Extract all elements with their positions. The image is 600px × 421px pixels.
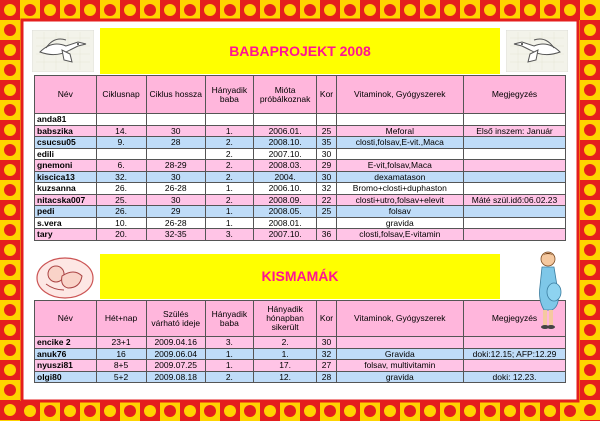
table-cell: 16 [96,348,146,360]
table-cell: 27 [317,360,336,372]
table-cell: 2009.06.04 [146,348,205,360]
header-nev: Név [35,301,97,337]
border-dot [584,244,596,256]
table-cell: 17. [253,360,317,372]
border-dot [364,405,376,417]
table-cell: 3. [205,229,253,241]
cell-name: gnemoni [35,160,97,172]
border-dot [344,4,356,16]
cell-name: nitacska007 [35,194,97,206]
table-cell: 26-28 [146,183,205,195]
border-dot [584,164,596,176]
table-cell: 2. [253,337,317,349]
stork-icon [32,30,94,72]
border-dot [244,405,256,417]
border-dot [424,4,436,16]
table-cell: 2008.03. [253,160,317,172]
table-cell: 2. [205,137,253,149]
table-cell: folsav [336,206,463,218]
border-dot [464,4,476,16]
border-dot [204,4,216,16]
border-dot [304,4,316,16]
title-banner-kismamak: KISMAMÁK [100,254,500,299]
border-dot [4,24,16,36]
border-dot [204,405,216,417]
border-dot [4,204,16,216]
table-cell: 14. [96,125,146,137]
table-row [35,148,566,160]
table-cell: 2008.10. [253,137,317,149]
border-dot [4,144,16,156]
table-cell: 32 [317,348,336,360]
border-dot [4,324,16,336]
table-cell [464,148,566,160]
header-miota: Mióta próbálkoznak [253,76,317,114]
table-row [35,194,566,206]
border-dot [384,4,396,16]
table-cell [253,114,317,126]
border-dot [264,4,276,16]
border-dot [504,4,516,16]
table-cell [336,148,463,160]
border-dot [564,4,576,16]
table-row [35,348,566,360]
table-cell: E-vit,folsav,Maca [336,160,463,172]
header-ciklus-hossza: Ciklus hossza [146,76,205,114]
table-cell: 32. [96,171,146,183]
table-cell: gravida [336,371,463,383]
table-row [35,360,566,372]
table-cell: 1. [205,183,253,195]
table-header-row [35,301,566,337]
table-row [35,125,566,137]
table-cell: 2. [205,171,253,183]
border-dot [584,384,596,396]
cell-name: olgi80 [35,371,97,383]
border-dot [244,4,256,16]
border-dot [4,84,16,96]
table-cell: 2008.01. [253,217,317,229]
border-dot [4,44,16,56]
table-cell: gravida [336,217,463,229]
border-dot [384,405,396,417]
table-cell: doki: 12.23. [464,371,566,383]
table-cell: 2004. [253,171,317,183]
table-cell: 25 [317,206,336,218]
border-dot [404,4,416,16]
border-dot [4,304,16,316]
border-dot [484,405,496,417]
border-dot [464,405,476,417]
table-cell: 12. [253,371,317,383]
table-cell: 1. [205,360,253,372]
border-dot [584,124,596,136]
table-cell: 2. [205,148,253,160]
table-cell: Gravida [336,348,463,360]
table-cell [464,360,566,372]
border-dot [584,264,596,276]
border-dot [544,4,556,16]
table-cell: 2008.09. [253,194,317,206]
border-dot [444,405,456,417]
table-cell [464,114,566,126]
pregnant-woman-icon [530,250,566,330]
table-cell [464,229,566,241]
table-cell [317,217,336,229]
table-cell: 28 [317,371,336,383]
stork-icon [506,30,568,72]
table-cell [464,206,566,218]
table-cell: 5+2 [96,371,146,383]
cell-name: pedi [35,206,97,218]
border-dot [124,4,136,16]
table-cell: 22 [317,194,336,206]
table-cell: 2006.10. [253,183,317,195]
table-cell: folsav, multivitamin [336,360,463,372]
table-cell: 20. [96,229,146,241]
header-hanyadik-baba: Hányadik baba [205,76,253,114]
table-cell: closti+utro,folsav+elevit [336,194,463,206]
border-dot [584,104,596,116]
cell-name: kiscica13 [35,171,97,183]
table-cell [317,114,336,126]
border-dot [4,224,16,236]
cell-name: edili [35,148,97,160]
border-dot [584,44,596,56]
table-row [35,229,566,241]
border-dot [524,4,536,16]
table-cell: 2. [205,160,253,172]
border-dot [584,304,596,316]
title-banner-babaprojekt: BABAPROJEKT 2008 [100,28,500,74]
border-dot [584,364,596,376]
border-dot [164,4,176,16]
border-dot [584,84,596,96]
border-dot [584,404,596,416]
border-dot [484,4,496,16]
table-cell: 6. [96,160,146,172]
border-dot [324,405,336,417]
border-dot [584,64,596,76]
cell-name: nyuszi81 [35,360,97,372]
border-dot [64,405,76,417]
cell-name: anda81 [35,114,97,126]
table-cell: 2006.01. [253,125,317,137]
border-dot [4,344,16,356]
table-cell: 30 [146,125,205,137]
border-dot [84,4,96,16]
border-dot [164,405,176,417]
kismamak-table [34,300,566,383]
header-ciklusnap: Ciklusnap [96,76,146,114]
table-cell: 1. [205,217,253,229]
border-dot [4,184,16,196]
border-dot [24,405,36,417]
table-cell: 3. [205,337,253,349]
border-dot [404,405,416,417]
border-dot [44,4,56,16]
table-cell: Bromo+closti+duphaston [336,183,463,195]
table-cell: 25 [317,125,336,137]
table-cell: 2007.10. [253,148,317,160]
header-szules: Szülés várható ideje [146,301,205,337]
table-cell: 1. [205,206,253,218]
border-dot [4,284,16,296]
border-dot [344,405,356,417]
baby-icon [34,254,96,300]
table-cell: Első inszem: Január [464,125,566,137]
border-dot [584,144,596,156]
table-cell: 30 [146,171,205,183]
border-dot [4,64,16,76]
table-row [35,217,566,229]
border-dot [584,184,596,196]
table-cell [96,114,146,126]
border-dot [284,405,296,417]
border-dot [584,344,596,356]
header-vitaminok: Vitaminok, Gyógyszerek [336,301,463,337]
border-dot [584,24,596,36]
border-dot [584,204,596,216]
table-row [35,137,566,149]
table-cell: 30 [317,148,336,160]
border-dot [4,364,16,376]
table-cell: 1. [205,125,253,137]
border-dot [4,124,16,136]
border-dot [224,4,236,16]
table-cell: 2. [205,371,253,383]
table-cell: 32-35 [146,229,205,241]
cell-name: babszika [35,125,97,137]
table-cell: closti,folsav,E-vitamin [336,229,463,241]
table-cell: 30 [317,337,336,349]
border-dot [364,4,376,16]
cell-name: kuzsanna [35,183,97,195]
border-dot [544,405,556,417]
border-dot [44,405,56,417]
border-dot [104,4,116,16]
table-row [35,371,566,383]
border-dot [184,4,196,16]
border-dot [224,405,236,417]
babaprojekt-table [34,75,566,241]
table-cell: 2008.05. [253,206,317,218]
border-dot [444,4,456,16]
table-row [35,114,566,126]
table-cell: 1. [205,348,253,360]
cell-name: encike 2 [35,337,97,349]
border-dot [84,405,96,417]
header-megjegyzes: Megjegyzés [464,301,566,337]
border-dot [4,244,16,256]
border-dot [504,405,516,417]
table-cell: 28-29 [146,160,205,172]
table-cell [146,114,205,126]
header-hanyadik-baba: Hányadik baba [205,301,253,337]
table-cell: 26-28 [146,217,205,229]
border-dot [584,324,596,336]
cell-name: anuk76 [35,348,97,360]
border-dot [424,405,436,417]
table-cell [464,337,566,349]
border-dot [284,4,296,16]
table-cell: 25. [96,194,146,206]
table-cell: 30 [317,171,336,183]
border-dot [104,405,116,417]
table-cell: 2009.08.18 [146,371,205,383]
table-row [35,183,566,195]
table-cell: 2007.10. [253,229,317,241]
table-cell: 28 [146,137,205,149]
border-dot [524,405,536,417]
table-cell: 9. [96,137,146,149]
table-cell: Meforal [336,125,463,137]
border-dot [144,405,156,417]
table-cell: 30 [146,194,205,206]
border-dot [324,4,336,16]
table-cell [205,114,253,126]
table-cell: 2009.04.16 [146,337,205,349]
header-hanyadik-honapban: Hányadik hónapban sikerült [253,301,317,337]
border-dot [4,384,16,396]
table-cell [464,160,566,172]
table-cell: dexamatason [336,171,463,183]
border-dot [4,264,16,276]
table-cell: 8+5 [96,360,146,372]
border-dot [584,284,596,296]
border-dot [24,4,36,16]
border-dot [184,405,196,417]
border-dot [144,4,156,16]
border-dot [4,104,16,116]
table-cell [464,137,566,149]
table-cell [464,217,566,229]
cell-name: tary [35,229,97,241]
table-cell: 29 [146,206,205,218]
cell-name: s.vera [35,217,97,229]
table-cell [464,183,566,195]
border-dot [584,4,596,16]
border-dot [264,405,276,417]
table-cell [336,337,463,349]
table-cell: 10. [96,217,146,229]
table-row [35,206,566,218]
table-cell: closti,folsav,E-vit.,Maca [336,137,463,149]
border-dot [4,404,16,416]
border-dot [564,405,576,417]
border-dot [124,405,136,417]
table-cell: doki:12.15; AFP:12.29 [464,348,566,360]
header-nev: Név [35,76,97,114]
header-megjegyzes: Megjegyzés [464,76,566,114]
border-dot [304,405,316,417]
table-cell: 35 [317,137,336,149]
header-vitaminok: Vitaminok, Gyógyszerek [336,76,463,114]
header-kor: Kor [317,301,336,337]
table-cell: 36 [317,229,336,241]
border-dot [584,224,596,236]
table-row [35,160,566,172]
table-cell: 1. [253,348,317,360]
table-cell: 26. [96,206,146,218]
table-cell: Máté szül.idő:06.02.23 [464,194,566,206]
border-dot [4,4,16,16]
cell-name: csucsu05 [35,137,97,149]
content-area [30,28,570,393]
border-dot [4,164,16,176]
table-row [35,171,566,183]
table-cell [464,171,566,183]
table-cell: 32 [317,183,336,195]
table-row [35,337,566,349]
header-kor: Kor [317,76,336,114]
table-cell [96,148,146,160]
table-cell [146,148,205,160]
table-cell [336,114,463,126]
table-cell: 23+1 [96,337,146,349]
table-cell: 2. [205,194,253,206]
table-cell: 26. [96,183,146,195]
table-cell: 29 [317,160,336,172]
table-header-row [35,76,566,114]
table-cell: 2009.07.25 [146,360,205,372]
border-dot [64,4,76,16]
header-het-nap: Hét+nap [96,301,146,337]
